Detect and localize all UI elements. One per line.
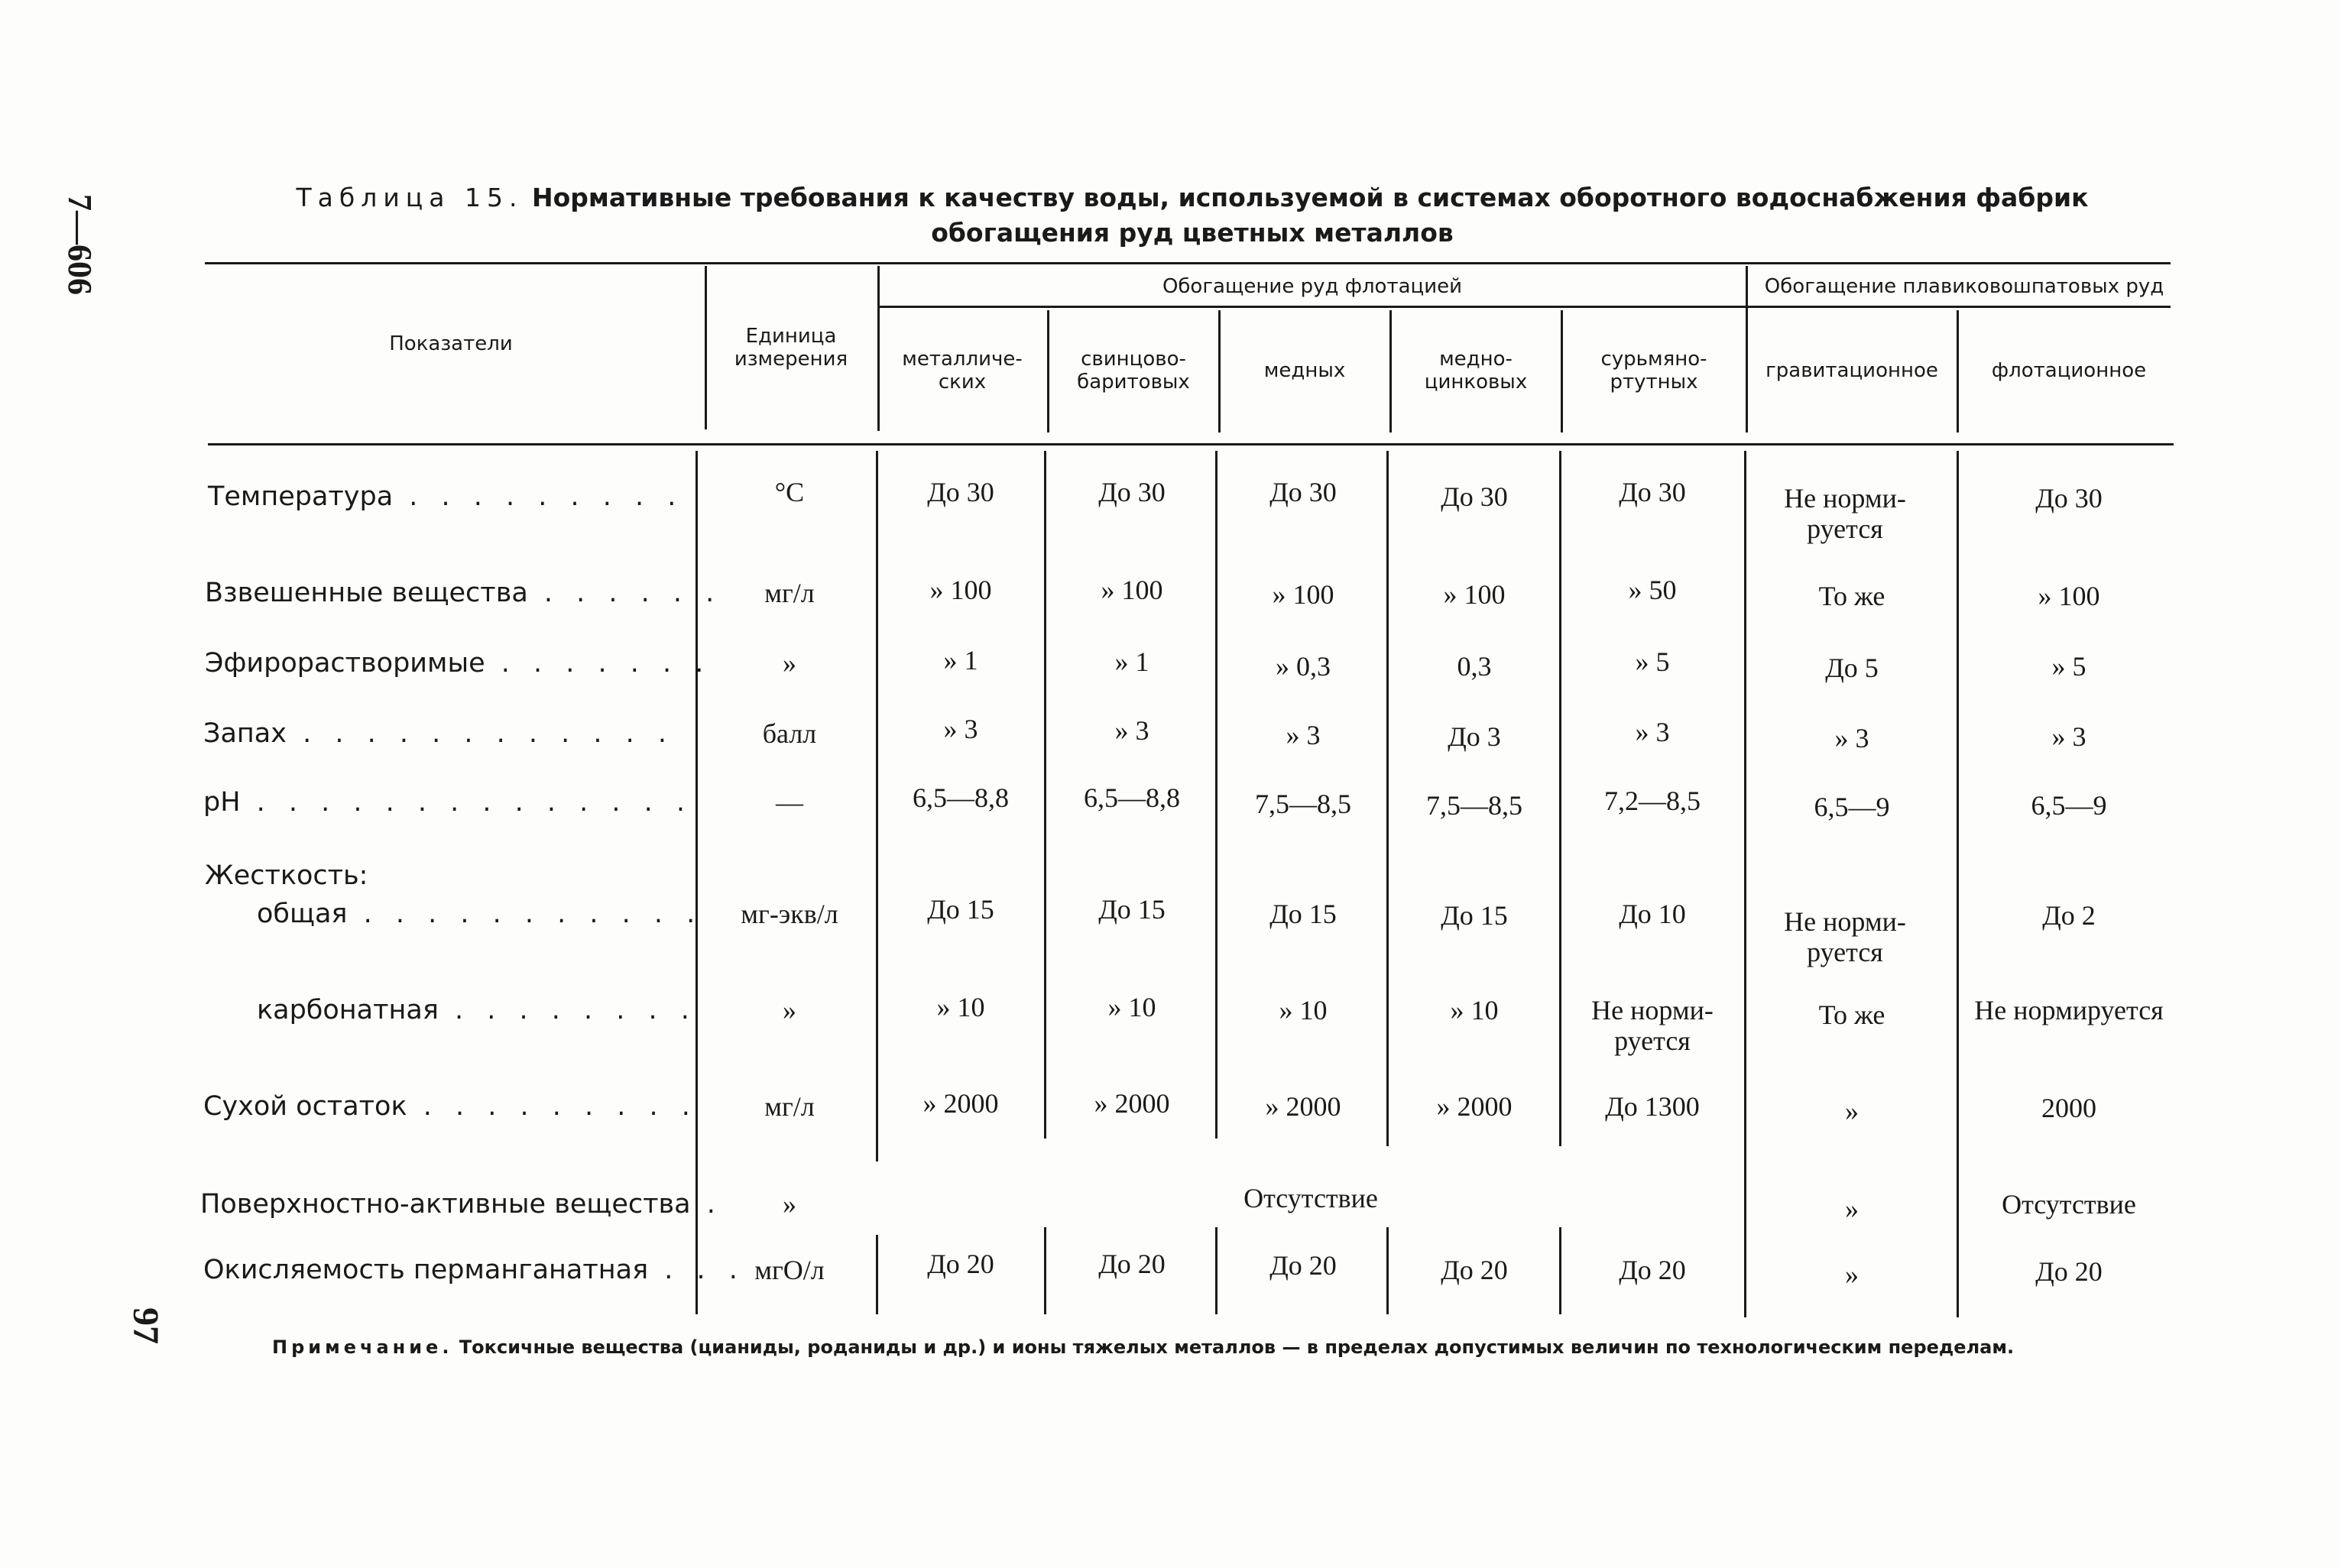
row-unit: » (783, 1189, 796, 1220)
table-cell: До 30 (1098, 477, 1166, 507)
row-label-temperature: Температура . . . . . . . . . (208, 481, 684, 512)
table-cell: До 15 (927, 894, 994, 925)
table-cell: » 100 (2038, 581, 2100, 611)
row-label-hardness-total: общая . . . . . . . . . . . (257, 899, 703, 929)
note-text: Токсичные вещества (цианиды, роданиды и др.) и ионы тяжелых металлов — в пределах допустимых величин по технологическим переделам. (459, 1336, 2015, 1358)
table-cell: » 100 (929, 575, 992, 605)
table-cell: » 2000 (922, 1088, 999, 1119)
body-divider (876, 1235, 878, 1314)
table-cell: До 20 (1619, 1255, 1686, 1285)
table-cell: » 10 (1450, 995, 1499, 1025)
table-title-lead: Таблица 15. (296, 183, 524, 212)
table-cell: До 15 (1441, 900, 1508, 931)
table-cell: До 30 (1441, 481, 1508, 512)
table-cell: » (1845, 1259, 1859, 1290)
table-cell: То же (1818, 999, 1885, 1030)
table-cell: До 15 (1269, 899, 1337, 929)
table-cell: » 2000 (1094, 1088, 1170, 1119)
body-divider (1386, 1227, 1389, 1314)
table-cell: 6,5—8,8 (1084, 782, 1180, 813)
table-cell: Не нормируется (1974, 995, 2164, 1025)
table-cell-merged: Отсутствие (1243, 1183, 1378, 1213)
table-cell: 0,3 (1457, 651, 1492, 682)
table-cell: » (1845, 1194, 1859, 1224)
row-label-suspended: Взвешенные вещества . . . . . . (205, 578, 722, 608)
header-group-fluorspar: Обогащение плавиковошпатовых руд (1764, 275, 2164, 298)
header-divider (1957, 310, 1959, 432)
header-divider (705, 266, 707, 429)
table-cell: До 30 (1269, 477, 1337, 507)
body-divider (1215, 451, 1218, 1139)
body-divider (1559, 1227, 1561, 1314)
table-cell: 6,5—9 (2031, 790, 2107, 821)
table-cell: До 20 (927, 1249, 994, 1279)
table-cell: 2000 (2041, 1093, 2096, 1123)
table-cell: 7,2—8,5 (1604, 786, 1701, 816)
table-cell: » 3 (943, 714, 978, 744)
row-label-ether-soluble: Эфирорастворимые . . . . . . . (205, 648, 712, 679)
header-col-metallic: металличе-ских (902, 348, 1023, 394)
table-cell: » 1 (1114, 646, 1149, 677)
table-cell: Отсутствие (2002, 1189, 2136, 1220)
row-label-dry-residue: Сухой остаток . . . . . . . . . (203, 1091, 698, 1122)
page-number: 97 (125, 1307, 166, 1344)
table-cell: Не норми-руется (1784, 906, 1906, 967)
table-cell: До 30 (2035, 483, 2103, 513)
row-unit: мгО/л (754, 1255, 825, 1285)
table-cell: » 10 (1107, 992, 1156, 1022)
row-group-label-hardness: Жесткость: (205, 860, 368, 891)
table-cell: » 2000 (1265, 1091, 1341, 1122)
row-label-permanganate: Окисляемость перманганатная . . . (203, 1255, 745, 1285)
table-cell: » 100 (1272, 579, 1334, 610)
body-divider (1559, 451, 1561, 1146)
row-label-surfactants: Поверхностно-активные вещества . (200, 1189, 723, 1220)
table-cell: До 30 (927, 477, 994, 507)
body-divider (1044, 1227, 1046, 1314)
header-col-flotation: флотационное (1991, 359, 2147, 382)
table-cell: До 3 (1448, 721, 1501, 752)
header-col-copper: медных (1263, 359, 1346, 382)
header-divider (1218, 310, 1221, 432)
row-unit: мг-экв/л (741, 899, 838, 929)
header-divider (1047, 310, 1049, 432)
table-cell: » 5 (1635, 646, 1670, 677)
table-cell: До 10 (1619, 899, 1686, 929)
header-col-lead-barite: свинцово-баритовых (1077, 348, 1190, 394)
table-note (272, 1336, 2183, 1359)
row-label-ph: pH . . . . . . . . . . . . . . (203, 787, 693, 818)
header-unit: Единица измерения (734, 325, 848, 371)
table-cell: 6,5—9 (1814, 792, 1890, 822)
header-indicator: Показатели (389, 332, 513, 355)
table-cell: » 100 (1101, 575, 1163, 605)
header-group-rule (879, 306, 2171, 308)
note-lead: Примечание. (272, 1336, 453, 1358)
table-top-rule (205, 262, 2171, 264)
row-unit: » (783, 995, 796, 1025)
header-col-gravity: гравитационное (1765, 359, 1938, 382)
table-cell: » 1 (943, 645, 978, 675)
table-cell: » 3 (1286, 720, 1321, 750)
table-cell: То же (1818, 581, 1885, 611)
table-cell: До 15 (1098, 894, 1166, 925)
header-col-antimony-mercury: сурьмяно-ртутных (1600, 348, 1707, 394)
table-cell: » (1845, 1096, 1859, 1126)
table-cell: » 3 (1834, 723, 1869, 753)
header-bottom-rule (208, 443, 2174, 445)
table-cell: » 3 (1635, 717, 1670, 747)
table-cell: » 10 (936, 992, 985, 1022)
body-divider (1215, 1227, 1218, 1314)
row-label-odor: Запах . . . . . . . . . . . . (203, 718, 674, 749)
table-cell: До 5 (1825, 653, 1879, 683)
table-cell: До 30 (1619, 477, 1686, 507)
table-cell: 7,5—8,5 (1255, 789, 1351, 819)
header-col-copper-zinc: медно-цинковых (1424, 348, 1528, 394)
row-unit: балл (762, 718, 817, 749)
table-cell: До 20 (1269, 1250, 1337, 1281)
body-divider (1957, 451, 1959, 1317)
table-cell: 7,5—8,5 (1426, 790, 1522, 821)
document-code: 7—606 (61, 194, 99, 295)
table-cell: 6,5—8,8 (913, 782, 1009, 813)
table-cell: » 100 (1443, 579, 1506, 610)
table-cell: » 3 (2051, 721, 2086, 752)
table-cell: » 50 (1628, 575, 1677, 605)
row-unit: мг/л (764, 578, 815, 608)
table-title (206, 180, 2178, 251)
table-cell: Не норми-руется (1591, 995, 1714, 1056)
header-divider (1561, 310, 1563, 432)
header-divider (877, 266, 880, 431)
table-cell: Не норми-руется (1784, 483, 1906, 544)
header-group-flotation: Обогащение руд флотацией (1162, 275, 1463, 298)
body-divider (1044, 451, 1046, 1139)
table-cell: До 1300 (1605, 1091, 1700, 1122)
row-unit: мг/л (764, 1091, 815, 1122)
header-divider (1746, 266, 1748, 432)
table-cell: » 10 (1279, 995, 1328, 1025)
table-cell: » 0,3 (1276, 651, 1331, 682)
header-divider (1389, 310, 1392, 432)
table-cell: До 20 (1441, 1255, 1508, 1285)
table-cell: До 20 (2035, 1256, 2103, 1287)
body-divider (1386, 451, 1389, 1146)
body-divider (1744, 451, 1746, 1317)
row-unit: °С (774, 477, 805, 507)
row-unit: » (783, 648, 796, 679)
table-cell: До 20 (1098, 1249, 1166, 1279)
table-cell: » 5 (2051, 651, 2086, 682)
body-divider (876, 451, 878, 1161)
table-cell: » 3 (1114, 715, 1149, 746)
row-label-hardness-carbonate: карбонатная . . . . . . . . (257, 995, 697, 1025)
table-cell: » 2000 (1436, 1091, 1513, 1122)
table-title-text: Нормативные требования к качеству воды, используемой в системах оборотного водоснабжения фабрик обогащения руд цветных металлов (531, 183, 2089, 248)
row-unit: — (776, 787, 803, 818)
table-cell: До 2 (2042, 900, 2096, 931)
